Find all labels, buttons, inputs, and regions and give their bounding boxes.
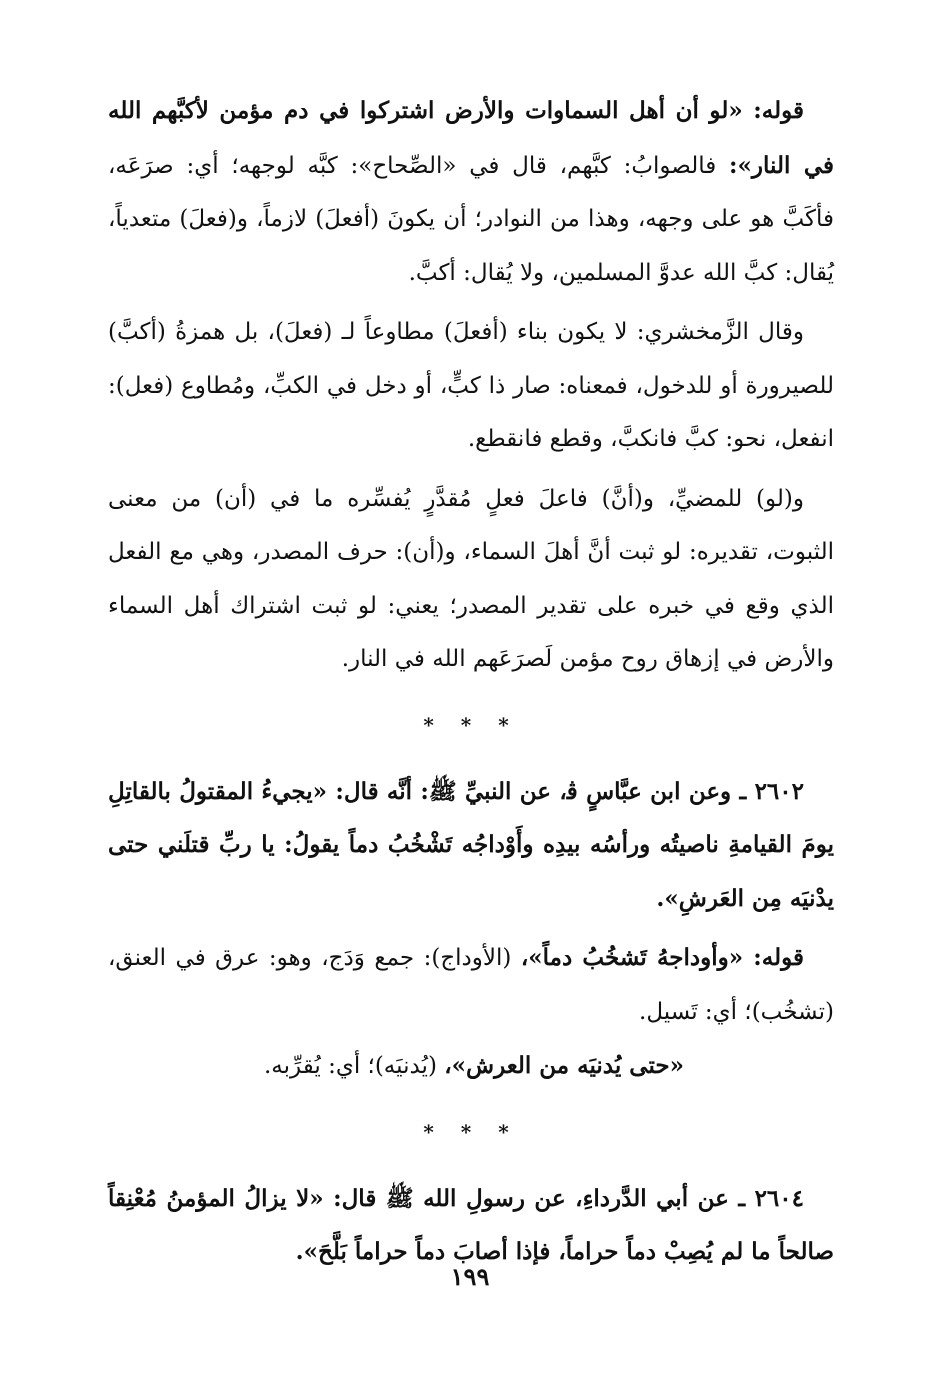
page-body (108, 84, 834, 1279)
paragraph-zamakhshari: وقال الزَّمخشري: لا يكون بناء (أفعلَ) مطاوعاً لـ (فعلَ)، بل همزةُ (أكبَّ) للصيرورة أو للدخول، فمعناه: صار ذا كبٍّ، أو دخل في الكبِّ، ومُطاوع (فعل): انفعل، نحو: كبَّ فانكبَّ، وقطع فانقطع. (108, 319, 834, 452)
paragraph-text: (يُدنيَه)؛ أي: يُقرِّبه. (263, 1053, 445, 1079)
section-separator: * * * (423, 1119, 519, 1144)
hadith-2604: ٢٦٠٤ ـ عن أبي الدَّرداءِ، عن رسولِ الله ﷺ قال: «لا يزالُ المؤمنُ مُعْنِقاً صالحاً ما لم يُصِبْ دماً حراماً، فإذا أصابَ دماً حراماً بَلَّحَ». (108, 1184, 834, 1265)
quoted-phrase: قوله: «لو أن أهل السماوات والأرض اشتركوا في دم مؤمن لأكبَّهم الله في النار»: (108, 97, 834, 179)
hadith-2602: ٢٦٠٢ ـ وعن ابن عبَّاسٍ ﭬ، عن النبيِّ ﷺ: أنَّه قال: «يجيءُ المقتولُ بالقاتِلِ يومَ القيامةِ ناصيتُه ورأسُه بيدِه وأَوْداجُه تَشْخُبُ دماً يقولُ: يا ربِّ قتلَني حتى يدْنيَه مِن العَرشِ». (108, 777, 834, 912)
page-number: ١٩٩ (450, 1262, 490, 1291)
quoted-phrase: «حتى يُدنيَه من العرش»، (444, 1052, 684, 1079)
quoted-phrase: قوله: «وأوداجهُ تَشخُبُ دماً»، (520, 944, 804, 971)
paragraph-commentary-3 (108, 1039, 834, 1094)
paragraph-commentary-1 (108, 84, 834, 300)
section-separator: * * * (423, 712, 519, 737)
paragraph-text: فالصوابُ: كبَّهم، قال في «الصِّحاح»: كبَّه لوجهه؛ أي: صرَعَه، فأكَبَّ هو على وجهه، وهذا من النوادر؛ أن يكونَ (أفعلَ) لازماً، و(فعلَ) متعدياً، يُقال: كبَّ الله عدوَّ المسلمين، ولا يُقال: أكبَّ. (108, 152, 834, 286)
paragraph-commentary-2 (108, 931, 834, 1039)
paragraph-grammar: و(لو) للمضيِّ، و(أنَّ) فاعلَ فعلٍ مُقدَّرٍ يُفسِّره ما في (أن) من معنى الثبوت، تقديره: لو ثبت أنَّ أهلَ السماء، و(أن): حرف المصدر، وهي مع الفعل الذي وقع في خبره على تقدير المصدر؛ يعني: لو ثبت اشتراك أهل السماء والأرض في إزهاق روح مؤمن لَصرَعَهم الله في النار. (108, 485, 834, 672)
paragraph-text: (الأوداج): جمع وَدَج، وهو: عرق في العنق، (تشخُب)؛ أي: تَسيل. (108, 945, 834, 1025)
